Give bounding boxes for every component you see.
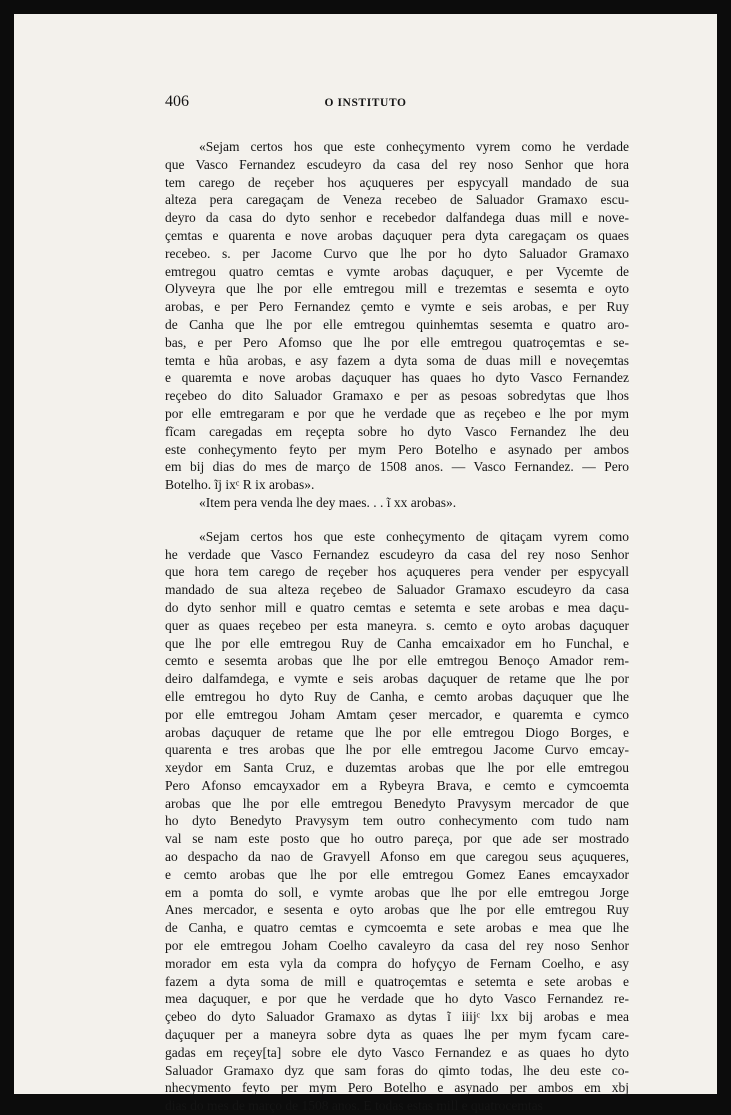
text-line: quer as quaes reçebeo per esta maneyra. s. cemto e oyto arobas daçuquer xyxy=(165,617,629,633)
text-line: cemto e sesemta arobas que lhe por elle emtregou Benoço Amador rem- xyxy=(165,653,629,669)
text-line: reçebeo do dito Saluador Gramaxo e per as pesoas sobredytas que lhos xyxy=(165,388,629,404)
text-line: Anes mercador, e sesenta e oyto arobas que lhe por elle emtregou Ruy xyxy=(165,902,629,918)
page-number: 406 xyxy=(165,93,189,110)
text-line: do dyto senhor mill e quatro cemtas e setemta e sete arobas e mea daçu- xyxy=(165,599,629,615)
text-line: quarenta e tres arobas que lhe por elle emtregou Jacome Curvo emcay- xyxy=(165,742,629,758)
text-line: fĩcam caregadas em reçepta sobre ho dyto Vasco Fernandez lhe deu xyxy=(165,423,629,439)
text-line: deiro dalfamdega, e vymte e seis arobas daçuquer de retame que lhe por xyxy=(165,671,629,687)
page-header xyxy=(14,93,717,117)
text-line: emtregou quatro cemtas e vymte arobas daçuquer, e per Vycemte de xyxy=(165,263,629,279)
text-line: çebeo do dyto Saluador Gramaxo as dytas ĩ iiijᶜ lxx bij arobas e mea xyxy=(165,1009,629,1025)
body-text xyxy=(165,138,629,1115)
text-line: Olyveyra que lhe por elle emtregou mill e trezemtas e sesemta e oyto xyxy=(165,281,629,297)
text-line: e quaremta e nove arobas daçuquer has quaes ho dyto Vasco Fernandez xyxy=(165,370,629,386)
text-line: temta e hũa arobas, e asy fazem a dyta soma de duas mill e noveçemtas xyxy=(165,352,629,368)
text-line: «Item pera venda lhe dey maes. . . ĩ xx arobas». xyxy=(199,494,457,510)
text-line: daçuquer per a maneyra sobre dyta as quaes lhe per mym fycam care- xyxy=(165,1027,629,1043)
text-line: arobas, e per Pero Fernandez çemto e vymte e seis arobas, e per Ruy xyxy=(165,299,629,315)
text-line: ho dyto Benedyto Pravysym tem outro conhecymento com tudo nam xyxy=(165,813,629,829)
text-line: he verdade que Vasco Fernandez escudeyro da casa del rey noso Senhor xyxy=(165,546,629,562)
text-line: Pero Afonso emcayxador em a Rybeyra Brava, e cemto e cymcoemta xyxy=(165,777,629,793)
text-line: xeydor em Santa Cruz, e duzemtas arobas que lhe por elle emtregou xyxy=(165,760,629,776)
text-line: este conheçymento feyto per mym Pero Botelho e asynado per ambos xyxy=(165,441,629,457)
text-line: ao despacho da nao de Gravyell Afonso em que caregou seus açuqueres, xyxy=(165,849,629,865)
text-line: recebeo. s. per Jacome Curvo que lhe por ho dyto Saluador Gramaxo xyxy=(165,245,629,261)
text-line: Saluador Gramaxo dyz que sam foras do qimto todas, lhe deu este co- xyxy=(165,1062,629,1078)
text-line: elle emtregou ho dyto Ruy de Canha, e cemto arobas daçuquer que lhe xyxy=(165,688,629,704)
paragraph-gap xyxy=(165,512,629,528)
text-line: «Sejam certos hos que este conheçymento de qitaçam vyrem como xyxy=(199,528,629,544)
text-line: que Vasco Fernandez escudeyro da casa del rey noso Senhor que hora xyxy=(165,156,629,172)
text-line: morador em esta vyla da compra do hofyçyo de Fernam Coelho, e asy xyxy=(165,955,629,971)
text-line: nhecymento feyto per mym Pero Botelho e asynado per ambos em xbj xyxy=(165,1080,629,1096)
text-line: de Canha, e quatro cemtas e cymcoemta e sete arobas e mea que lhe xyxy=(165,920,629,936)
text-line: tem carego de reçeber hos açuqueres per espycyall mandado de sua xyxy=(165,174,629,190)
text-line: por elle emtregaram e por que he verdade que as reçebeo e lhe por mym xyxy=(165,405,629,421)
text-line: fazem a dyta soma de mill e quatroçemtas e setemta e sete arobas e xyxy=(165,973,629,989)
paragraph xyxy=(165,528,629,1115)
text-line: em bij dias do mes de março de 1508 anos. — Vasco Fernandez. — Pero xyxy=(165,459,629,475)
text-line: e cemto arobas que lhe por elle emtregou Gomez Eanes emcayxador xyxy=(165,866,629,882)
paragraph xyxy=(165,494,629,512)
text-line: alteza pera caregaçam de Veneza recebeo de Saluador Gramaxo escu- xyxy=(165,192,629,208)
text-line: çemtas e quarenta e nove arobas daçuquer pera dyta caregaçam os quaes xyxy=(165,227,629,243)
text-line: mea daçuquer, e por que he verdade que ho dyto Vasco Fernandez re- xyxy=(165,991,629,1007)
text-line: Botelho. ĩj ixᶜ R ix arobas». xyxy=(165,477,315,493)
text-line: dias do mes de março de 1508 anos. E todas estas mill e quatrocemtas xyxy=(165,1098,543,1114)
text-line: em a pomta do soll, e vymte arobas que lhe por elle emtregou Jorge xyxy=(165,884,629,900)
text-line: por ele emtregou Joham Coelho cavaleyro da casa del rey noso Senhor xyxy=(165,938,629,954)
running-title: O INSTITUTO xyxy=(324,97,407,109)
text-line: deyro da casa do dyto senhor e recebedor dalfandega duas mill e nove- xyxy=(165,210,629,226)
text-line: mandado de sua alteza reçebeo de Saluador Gramaxo escudeyro da casa xyxy=(165,582,629,598)
text-line: que hora tem carego de reçeber hos açuqueres pera vender per espycyall xyxy=(165,564,629,580)
scanned-page xyxy=(14,14,717,1114)
text-line: val se nam este posto que ho outro pareça, por que ade ser mostrado xyxy=(165,831,629,847)
text-line: de Canha que lhe por elle emtregou quinhemtas sesemta e quatro aro- xyxy=(165,316,629,332)
text-line: que lhe por elle emtregou Ruy de Canha emcaixador em ho Funchal, e xyxy=(165,635,629,651)
text-line: por elle emtregou Joham Amtam çeser mercador, e quaremta e cymco xyxy=(165,706,629,722)
text-line: bas, e per Pero Afomso que lhe por elle emtregou quatroçemtas e se- xyxy=(165,334,629,350)
text-line: «Sejam certos hos que este conheçymento vyrem como he verdade xyxy=(199,139,629,154)
text-line: arobas daçuquer de retame que lhe por elle emtregou Diogo Borges, e xyxy=(165,724,629,740)
text-line: arobas que lhe por elle emtregou Benedyto Pravysym mercador de que xyxy=(165,795,629,811)
text-line: gadas em reçey[ta] sobre ele dyto Vasco Fernandez e as quaes ho dyto xyxy=(165,1044,629,1060)
paragraph xyxy=(165,138,629,494)
